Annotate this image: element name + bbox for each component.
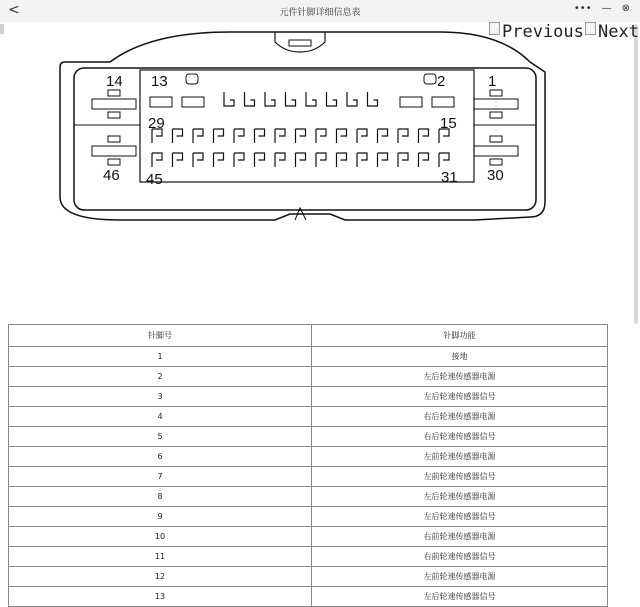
pin-terminal (214, 129, 224, 143)
pin-number-cell: 1 (9, 347, 312, 367)
pin-label-31: 31 (441, 169, 458, 186)
connector-latch-top (275, 32, 325, 52)
table-row (9, 487, 608, 507)
table-body (9, 347, 608, 607)
table-row (9, 347, 608, 367)
pin-function-cell: 左后轮速传感器电源 (312, 367, 608, 387)
pin-label-2: 2 (437, 73, 446, 90)
more-icon[interactable]: ••• (573, 3, 592, 14)
pin-function-cell: 左后轮速传感器信号 (312, 587, 608, 607)
pin-small (182, 97, 204, 107)
minimize-icon[interactable]: — (601, 3, 612, 14)
back-arrow-icon[interactable]: < (8, 2, 20, 18)
pin-number-cell: 2 (9, 367, 312, 387)
cavity-30-tab2 (490, 159, 502, 165)
pin-function-cell: 左后轮速传感器信号 (312, 507, 608, 527)
table-row (9, 527, 608, 547)
header-pin-number: 针脚号 (9, 325, 312, 347)
inner-frame (74, 68, 536, 210)
table-row (9, 587, 608, 607)
cavity-30 (474, 146, 518, 156)
pin-terminal (286, 92, 296, 106)
pin-field (140, 70, 474, 182)
table-row (9, 447, 608, 467)
cavity-1-tab (490, 90, 502, 96)
pin-terminal (398, 153, 408, 167)
pin-terminal (275, 129, 285, 143)
pin-label-1: 1 (488, 73, 497, 90)
pin-function-cell: 右后轮速传感器电源 (312, 407, 608, 427)
title-bar (0, 0, 640, 22)
key-marker-left (186, 74, 198, 84)
pin-label-29: 29 (148, 115, 165, 132)
pin-terminal (245, 92, 255, 106)
pin-number-cell: 4 (9, 407, 312, 427)
pin-function-cell: 左前轮速传感器电源 (312, 567, 608, 587)
pin-number-cell: 6 (9, 447, 312, 467)
pin-number-cell: 12 (9, 567, 312, 587)
pin-label-46: 46 (103, 167, 120, 184)
pin-number-cell: 10 (9, 527, 312, 547)
cavity-14-tab2 (108, 112, 120, 118)
pin-terminal (173, 153, 183, 167)
pin-terminal (378, 129, 388, 143)
pin-label-13: 13 (151, 73, 168, 90)
close-icon[interactable]: ⊗ (621, 3, 630, 14)
cavity-14-tab (108, 90, 120, 96)
pin-terminal (234, 153, 244, 167)
latch-slot (289, 40, 311, 46)
pin-terminal (152, 153, 162, 167)
pin-terminal (296, 129, 306, 143)
pin-terminal (357, 153, 367, 167)
pin-terminal (234, 129, 244, 143)
header-pin-function: 针脚功能 (312, 325, 608, 347)
pin-terminal (357, 129, 367, 143)
pin-terminal (265, 92, 275, 106)
pin-terminal (378, 153, 388, 167)
pin-small (150, 97, 172, 107)
pin-number-cell: 8 (9, 487, 312, 507)
pin-terminal (347, 92, 357, 106)
cavity-46-tab (108, 136, 120, 142)
table-header-row (9, 325, 608, 347)
pin-number-cell: 11 (9, 547, 312, 567)
pin-terminal (337, 153, 347, 167)
pin-terminal (193, 129, 203, 143)
pin-label-15: 15 (440, 115, 457, 132)
pin-terminal (255, 129, 265, 143)
pin-terminal (306, 92, 316, 106)
pin-label-14: 14 (106, 73, 123, 90)
pin-terminal (419, 153, 429, 167)
previous-link-label: Previous (502, 22, 584, 42)
pin-number-cell: 7 (9, 467, 312, 487)
pin-terminal (193, 153, 203, 167)
pin-label-45: 45 (146, 171, 163, 188)
pin-row-2 (152, 129, 449, 143)
cavity-30-tab (490, 136, 502, 142)
pin-terminal (255, 153, 265, 167)
pin-info-table-wrap (8, 324, 608, 607)
pin-small (432, 97, 454, 107)
pin-row-1 (224, 92, 378, 106)
pin-terminal (368, 92, 378, 106)
pin-terminal (316, 153, 326, 167)
pin-terminal (316, 129, 326, 143)
page-title: 元件针脚详细信息表 (279, 8, 361, 18)
pin-info-table (8, 324, 608, 607)
pin-terminal (327, 92, 337, 106)
pin-function-cell: 左前轮速传感器信号 (312, 467, 608, 487)
pin-number-cell: 13 (9, 587, 312, 607)
table-row (9, 387, 608, 407)
pin-terminal (275, 153, 285, 167)
window-controls (574, 3, 630, 14)
cavity-46 (92, 146, 136, 156)
cavity-46-tab2 (108, 159, 120, 165)
cavity-1 (474, 99, 518, 109)
cavity-1-tab2 (490, 112, 502, 118)
pin-terminal (439, 153, 449, 167)
pin-terminal (224, 92, 234, 106)
next-link-label: Next (598, 22, 639, 42)
pin-terminal (173, 129, 183, 143)
table-row (9, 467, 608, 487)
pin-row-3 (152, 153, 449, 167)
pin-number-cell: 9 (9, 507, 312, 527)
pin-function-cell: 接地 (312, 347, 608, 367)
pin-function-cell: 左后轮速传感器电源 (312, 487, 608, 507)
table-row (9, 407, 608, 427)
table-row (9, 547, 608, 567)
table-row (9, 507, 608, 527)
connector-diagram (0, 22, 600, 232)
pin-number-cell: 3 (9, 387, 312, 407)
connector-housing (60, 32, 545, 220)
pin-function-cell: 左后轮速传感器信号 (312, 387, 608, 407)
pin-terminal (214, 153, 224, 167)
pin-function-cell: 右前轮速传感器电源 (312, 527, 608, 547)
key-marker-right (424, 74, 436, 84)
scrollbar[interactable] (634, 24, 638, 324)
pin-function-cell: 右前轮速传感器信号 (312, 547, 608, 567)
table-row (9, 367, 608, 387)
pin-terminal (337, 129, 347, 143)
pin-terminal (419, 129, 429, 143)
pin-terminal (398, 129, 408, 143)
cavity-14 (92, 99, 136, 109)
table-row (9, 427, 608, 447)
pin-small (400, 97, 422, 107)
pin-label-30: 30 (487, 167, 504, 184)
pin-function-cell: 右后轮速传感器信号 (312, 427, 608, 447)
pin-function-cell: 左前轮速传感器电源 (312, 447, 608, 467)
pin-number-cell: 5 (9, 427, 312, 447)
pin-terminal (296, 153, 306, 167)
